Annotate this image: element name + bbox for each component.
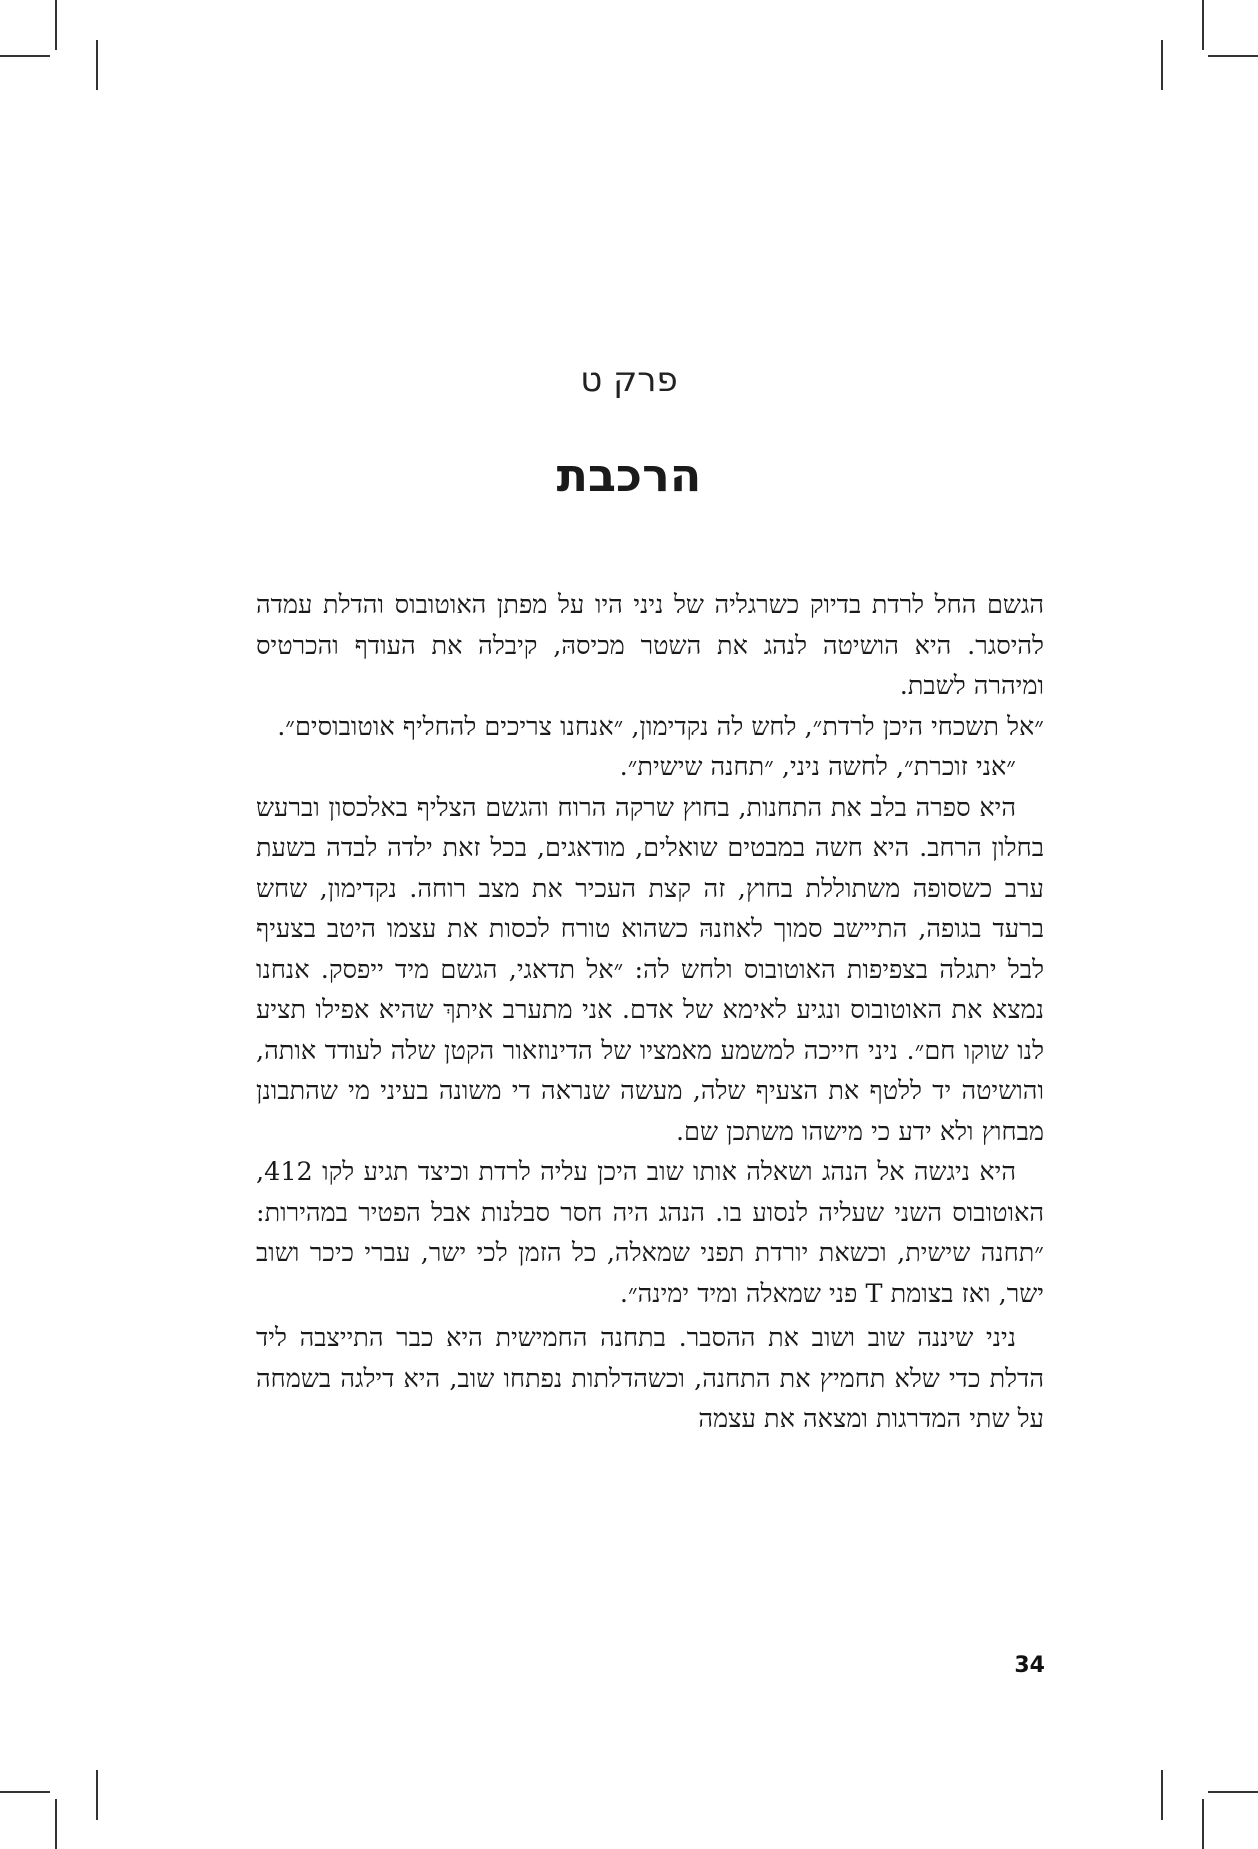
- body-text: [256, 585, 1044, 1440]
- crop-mark-bottom-right-v: [1202, 1799, 1204, 1849]
- paragraph: ״אל תשכחי היכן לרדת״, לחש לה נקדימון, ״אנחנו צריכים להחליף אוטובוסים״.: [277, 711, 1044, 742]
- chapter-title: הרכבת: [556, 448, 702, 502]
- paragraph: הגשם החל לרדת בדיוק כשרגליה של ניני היו על מפתן האוטובוס והדלת עמדה להיסגר. היא הושיטה לנהג את השטר מכיסהּ, קיבלה את העודף והכרטיס ומיהרה לשבת.: [256, 590, 1044, 701]
- crop-mark-bottom-left-v2: [96, 1770, 98, 1820]
- crop-mark-bottom-right-v2: [1161, 1770, 1163, 1820]
- crop-mark-bottom-left-h: [0, 1791, 50, 1793]
- crop-mark-top-right-v: [1202, 0, 1204, 50]
- chapter-label: פרק ט: [580, 360, 678, 400]
- crop-mark-bottom-right-h: [1208, 1791, 1258, 1793]
- crop-mark-top-left-v2: [96, 40, 98, 90]
- crop-mark-top-left-h: [0, 55, 50, 57]
- paragraph: היא ספרה בלב את התחנות, בחוץ שרקה הרוח והגשם הצליף באלכסון וברעש בחלון הרחב. היא חשה במבטים שואלים, מודאגים, בכל זאת ילדה לבדה בשעת ערב כשסופה משתוללת בחוץ, זה קצת העכיר את מצב רוחה. נקדימון, שחש ברעד בגופה, התיישב סמוך לאוזנהּ כשהוא טורח לכסות את עצמו היטב בצעיף לבל יתגלה בצפיפות האוטובוס ולחש לה: ״אל תדאגי, הגשם מיד ייפסק. אנחנו נמצא את האוטובוס ונגיע לאימא של אדם. אני מתערב איתךְ שהיא אפילו תציע לנו שוקו חם״. ניני חייכה למשמע מאמציו של הדינוזאור הקטן שלה לעודד אותה, והושיטה יד ללטף את הצעיף שלה, מעשה שנראה די משונה בעיני מי שהתבונן מבחוץ ולא ידע כי מישהו משתכן שם.: [256, 792, 1044, 1147]
- paragraph: היא ניגשה אל הנהג ושאלה אותו שוב היכן עליה לרדת וכיצד תגיע לקו 412, האוטובוס השני שעליה לנסוע בו. הנהג היה חסר סבלנות אבל הפטיר במהירות: ״תחנה שישית, וכשאת יורדת תפני שמאלה, כל הזמן לכי ישר, עברי כיכר ושוב ישר, ואז בצומת T פני שמאלה ומיד ימינה״.: [256, 1157, 1044, 1309]
- crop-mark-top-right-h: [1208, 55, 1258, 57]
- crop-mark-top-right-v2: [1161, 40, 1163, 90]
- crop-mark-bottom-left-v: [55, 1799, 57, 1849]
- paragraph: ״אני זוכרת״, לחשה ניני, ״תחנה שישית״.: [619, 752, 1016, 782]
- paragraph: ניני שיננה שוב ושוב את ההסבר. בתחנה החמישית היא כבר התייצבה ליד הדלת כדי שלא תחמיץ את התחנה, וכשהדלתות נפתחו שוב, היא דילגה בשמחה על שתי המדרגות ומצאה את עצמה: [256, 1323, 1044, 1434]
- crop-mark-top-left-v: [55, 0, 57, 50]
- page-number: 34: [1014, 1653, 1045, 1678]
